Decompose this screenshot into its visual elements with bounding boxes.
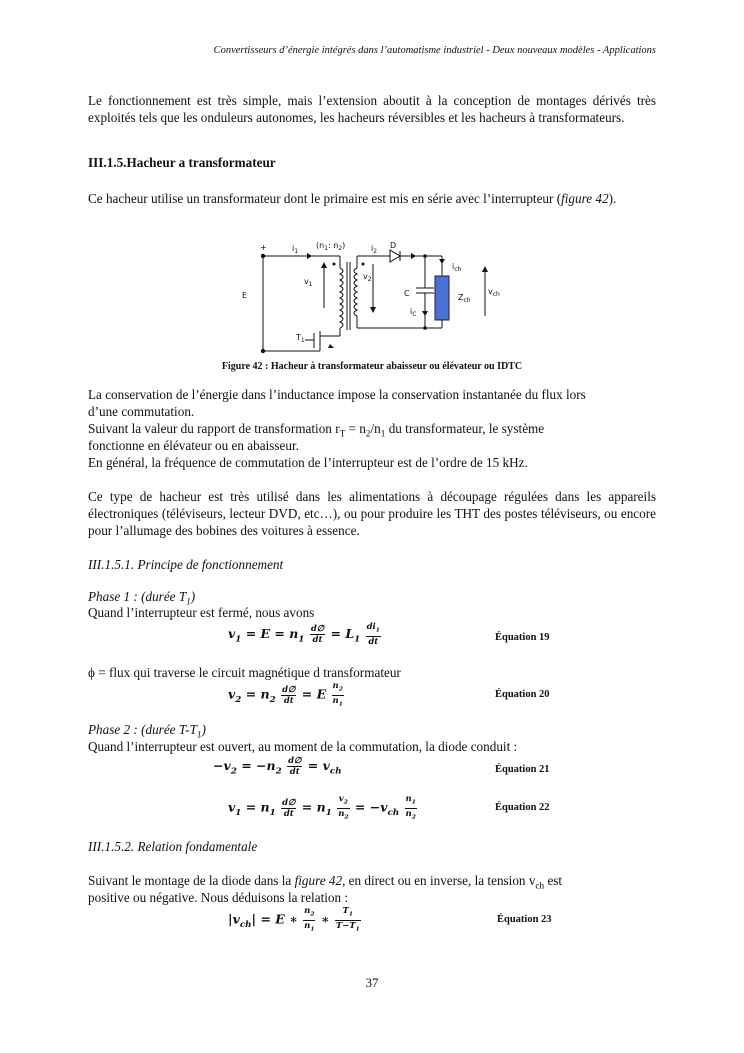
phase-2-text: Quand l’interrupteur est ouvert, au moment de la commutation, la diode conduit : [88, 739, 518, 754]
phase-1-text: Quand l’interrupteur est fermé, nous avons [88, 605, 315, 620]
conservation-line-5: En général, la fréquence de commutation de l’interrupteur est de l’ordre de 15 kHz. [88, 455, 528, 470]
circuit-diagram [230, 236, 520, 358]
svg-text:iC: $i_C$ [410, 307, 417, 318]
svg-text:Zch: $Z_{ch}$ [458, 293, 471, 304]
section-title: III.1.5.Hacheur a transformateur [88, 155, 276, 170]
equation-23-label: Équation 23 [497, 914, 552, 925]
flux-text: ϕ = flux qui traverse le circuit magnétique d transformateur [88, 665, 401, 680]
conservation-line-1: La conservation de l’énergie dans l’inductance impose la conservation instantanée du flux lors [88, 387, 586, 402]
svg-text:i1: $i_1$ [292, 244, 299, 255]
load-impedance [435, 276, 449, 320]
equation-22-label: Équation 22 [495, 802, 550, 813]
svg-text:D: D [390, 241, 397, 250]
running-header: Convertisseurs d’énergie intégrés dans l’automatisme industriel - Deux nouveaux modèles - Applications [213, 45, 656, 56]
figure-caption: Figure 42 : Hacheur à transformateur abaisseur ou élévateur ou IDTC [221, 361, 523, 372]
equation-21: $-v_2 = -n_2$ $\frac{d\emptyset}{dt}$ = $v_{ch}$ [213, 756, 342, 777]
equation-21-label: Équation 21 [495, 764, 550, 775]
equation-20: $v_2 = n_2$ $\frac{d\emptyset}{dt}$ = E $\frac{n_2}{n_1}$ [228, 681, 343, 708]
conservation-line-3: Suivant la valeur du rapport de transformation $r_T = n_2/n_1$ du transformateur, le système [88, 421, 545, 439]
svg-text:v1: $v_1$ [304, 277, 313, 288]
svg-text:(n1: n2): ($n_1$: $n_2$) [316, 241, 346, 252]
subsection-2-title: III.1.5.2. Relation fondamentale [88, 839, 258, 854]
label-plus: + [260, 243, 267, 252]
figure-reference: figure 42 [561, 191, 609, 206]
svg-text:v2: $v_2$ [363, 272, 372, 283]
svg-text:T1: $T_1$ [296, 333, 305, 344]
page-number: 37 [365, 975, 379, 990]
equation-19-label: Équation 19 [495, 632, 550, 643]
usage-paragraph: Ce type de hacheur est très utilisé dans les alimentations à découpage régulées dans les appareils électroniques (téléviseurs, lecteur DVD, etc…), ou pour produire les THT des postes téléviseurs, ou encore pour l’allumage des bobines des voitures à essence. [88, 489, 656, 538]
svg-text:i2: $i_2$ [371, 244, 378, 255]
equation-20-label: Équation 20 [495, 689, 550, 700]
label-E: E [242, 291, 248, 300]
relation-line-2: positive ou négative. Nous déduisons la relation : [88, 890, 349, 905]
phase-1-title: Phase 1 : (durée $T_1$) [88, 589, 196, 607]
equation-22: $v_1 = n_1$ $\frac{d\emptyset}{dt}$ = $n_1$ $\frac{v_2}{n_2}$ = $-v_{ch}$ $\frac{n_1}{n_2}$ [228, 794, 416, 821]
svg-text:ich: $i_{ch}$ [452, 262, 462, 273]
conservation-line-2: d’une commutation. [88, 404, 195, 419]
svg-text:C: C [404, 289, 410, 298]
section-intro: Ce hacheur utilise un transformateur dont le primaire est mis en série avec l’interrupteur (figure 42). [88, 191, 617, 206]
equation-23: $|v_{ch}| = E$ ∗ $\frac{n_2}{n_1}$ ∗ $\frac{T_1}{T-T_1}$ [228, 906, 360, 933]
intro-paragraph: Le fonctionnement est très simple, mais l’extension aboutit à la conception de montages dérivés très exploités tels que les onduleurs autonomes, les hacheurs réversibles et les hacheurs à transformateurs. [88, 93, 656, 125]
conservation-line-4: fonctionne en élévateur ou en abaisseur. [88, 438, 299, 453]
phase-2-title: Phase 2 : (durée $T-T_1$) [88, 722, 206, 740]
relation-line-1: Suivant le montage de la diode dans la figure 42, en direct ou en inverse, la tension $v_{ch}$ est [88, 873, 563, 891]
equation-19: $v_1 = E = n_1$ $\frac{d\emptyset}{dt}$ = $L_1$ $\frac{di_1}{dt}$ [228, 622, 380, 647]
svg-text:vch: $v_{ch}$ [488, 287, 500, 298]
subsection-1-title: III.1.5.1. Principe de fonctionnement [88, 557, 284, 572]
